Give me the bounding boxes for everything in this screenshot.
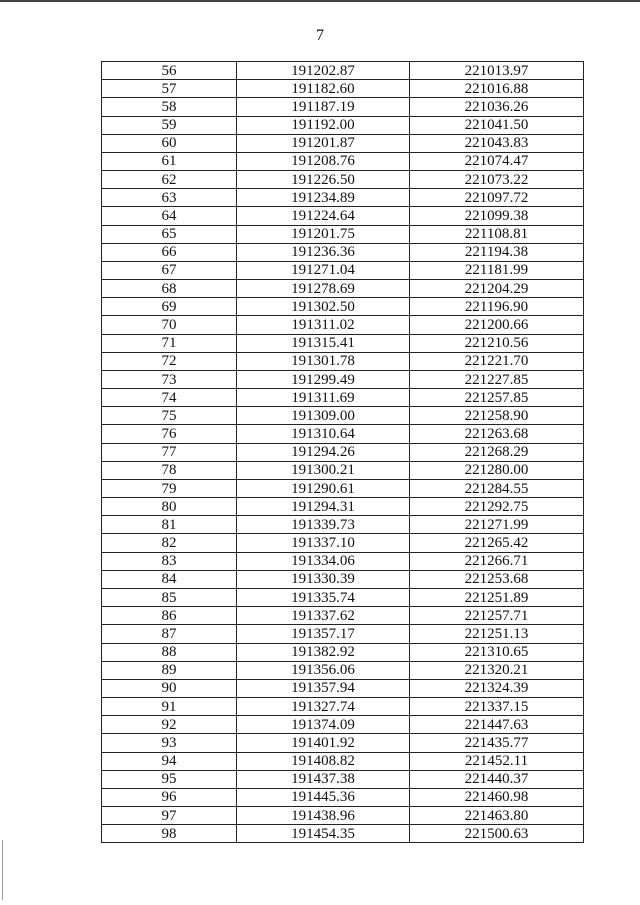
x-coordinate-cell: 191454.35 (237, 825, 410, 843)
table-row (102, 298, 584, 316)
x-coordinate-cell: 191236.36 (237, 243, 410, 261)
y-coordinate-cell: 221447.63 (410, 716, 584, 734)
x-coordinate-cell: 191438.96 (237, 807, 410, 825)
point-number-cell: 97 (102, 807, 237, 825)
point-number-cell: 92 (102, 716, 237, 734)
point-number-cell: 76 (102, 425, 237, 443)
x-coordinate-cell: 191310.64 (237, 425, 410, 443)
point-number-cell: 65 (102, 225, 237, 243)
table-row (102, 625, 584, 643)
point-number-cell: 93 (102, 734, 237, 752)
point-number-cell: 83 (102, 552, 237, 570)
x-coordinate-cell: 191334.06 (237, 552, 410, 570)
point-number-cell: 73 (102, 370, 237, 388)
y-coordinate-cell: 221320.21 (410, 661, 584, 679)
point-number-cell: 75 (102, 407, 237, 425)
table-row (102, 116, 584, 134)
table-row (102, 716, 584, 734)
y-coordinate-cell: 221108.81 (410, 225, 584, 243)
y-coordinate-cell: 221268.29 (410, 443, 584, 461)
point-number-cell: 66 (102, 243, 237, 261)
y-coordinate-cell: 221280.00 (410, 461, 584, 479)
table-row (102, 643, 584, 661)
table-row (102, 316, 584, 334)
x-coordinate-cell: 191182.60 (237, 80, 410, 98)
point-number-cell: 86 (102, 607, 237, 625)
point-number-cell: 61 (102, 152, 237, 170)
x-coordinate-cell: 191309.00 (237, 407, 410, 425)
table-row (102, 661, 584, 679)
y-coordinate-cell: 221210.56 (410, 334, 584, 352)
point-number-cell: 57 (102, 80, 237, 98)
point-number-cell: 81 (102, 516, 237, 534)
table-row (102, 679, 584, 697)
x-coordinate-cell: 191357.94 (237, 679, 410, 697)
x-coordinate-cell: 191300.21 (237, 461, 410, 479)
point-number-cell: 62 (102, 171, 237, 189)
x-coordinate-cell: 191315.41 (237, 334, 410, 352)
table-row (102, 280, 584, 298)
point-number-cell: 56 (102, 62, 237, 80)
y-coordinate-cell: 221460.98 (410, 788, 584, 806)
y-coordinate-cell: 221204.29 (410, 280, 584, 298)
point-number-cell: 98 (102, 825, 237, 843)
table-row (102, 243, 584, 261)
x-coordinate-cell: 191299.49 (237, 370, 410, 388)
x-coordinate-cell: 191226.50 (237, 171, 410, 189)
table-row (102, 770, 584, 788)
table-row (102, 752, 584, 770)
x-coordinate-cell: 191356.06 (237, 661, 410, 679)
table-row (102, 352, 584, 370)
point-number-cell: 70 (102, 316, 237, 334)
point-number-cell: 64 (102, 207, 237, 225)
y-coordinate-cell: 221073.22 (410, 171, 584, 189)
table-row (102, 389, 584, 407)
y-coordinate-cell: 221036.26 (410, 98, 584, 116)
point-number-cell: 80 (102, 498, 237, 516)
point-number-cell: 77 (102, 443, 237, 461)
point-number-cell: 67 (102, 261, 237, 279)
table-row (102, 152, 584, 170)
point-number-cell: 71 (102, 334, 237, 352)
table-row (102, 225, 584, 243)
x-coordinate-cell: 191271.04 (237, 261, 410, 279)
y-coordinate-cell: 221074.47 (410, 152, 584, 170)
x-coordinate-cell: 191294.31 (237, 498, 410, 516)
y-coordinate-cell: 221440.37 (410, 770, 584, 788)
y-coordinate-cell: 221310.65 (410, 643, 584, 661)
table-row (102, 443, 584, 461)
x-coordinate-cell: 191401.92 (237, 734, 410, 752)
x-coordinate-cell: 191290.61 (237, 479, 410, 497)
y-coordinate-cell: 221043.83 (410, 134, 584, 152)
x-coordinate-cell: 191445.36 (237, 788, 410, 806)
point-number-cell: 82 (102, 534, 237, 552)
x-coordinate-cell: 191201.75 (237, 225, 410, 243)
point-number-cell: 95 (102, 770, 237, 788)
point-number-cell: 60 (102, 134, 237, 152)
y-coordinate-cell: 221265.42 (410, 534, 584, 552)
y-coordinate-cell: 221041.50 (410, 116, 584, 134)
x-coordinate-cell: 191330.39 (237, 570, 410, 588)
coordinates-table (101, 61, 584, 843)
y-coordinate-cell: 221251.13 (410, 625, 584, 643)
y-coordinate-cell: 221200.66 (410, 316, 584, 334)
table-row (102, 98, 584, 116)
x-coordinate-cell: 191339.73 (237, 516, 410, 534)
y-coordinate-cell: 221284.55 (410, 479, 584, 497)
table-row (102, 207, 584, 225)
point-number-cell: 94 (102, 752, 237, 770)
x-coordinate-cell: 191302.50 (237, 298, 410, 316)
x-coordinate-cell: 191337.10 (237, 534, 410, 552)
x-coordinate-cell: 191301.78 (237, 352, 410, 370)
y-coordinate-cell: 221324.39 (410, 679, 584, 697)
top-border-line (0, 0, 640, 2)
x-coordinate-cell: 191311.02 (237, 316, 410, 334)
table-row (102, 516, 584, 534)
point-number-cell: 89 (102, 661, 237, 679)
y-coordinate-cell: 221016.88 (410, 80, 584, 98)
x-coordinate-cell: 191408.82 (237, 752, 410, 770)
x-coordinate-cell: 191208.76 (237, 152, 410, 170)
table-row (102, 461, 584, 479)
x-coordinate-cell: 191337.62 (237, 607, 410, 625)
point-number-cell: 69 (102, 298, 237, 316)
table-row (102, 171, 584, 189)
point-number-cell: 87 (102, 625, 237, 643)
page-number: 7 (316, 27, 324, 44)
table-row (102, 734, 584, 752)
table-row (102, 334, 584, 352)
table-row (102, 588, 584, 606)
x-coordinate-cell: 191311.69 (237, 389, 410, 407)
table-row (102, 80, 584, 98)
x-coordinate-cell: 191187.19 (237, 98, 410, 116)
table-row (102, 370, 584, 388)
x-coordinate-cell: 191234.89 (237, 189, 410, 207)
table-row (102, 498, 584, 516)
point-number-cell: 79 (102, 479, 237, 497)
table-row (102, 62, 584, 80)
table-row (102, 407, 584, 425)
y-coordinate-cell: 221435.77 (410, 734, 584, 752)
table-row (102, 189, 584, 207)
table-row (102, 552, 584, 570)
y-coordinate-cell: 221257.71 (410, 607, 584, 625)
y-coordinate-cell: 221013.97 (410, 62, 584, 80)
y-coordinate-cell: 221194.38 (410, 243, 584, 261)
y-coordinate-cell: 221221.70 (410, 352, 584, 370)
point-number-cell: 58 (102, 98, 237, 116)
table-row (102, 570, 584, 588)
coordinates-table-body (102, 62, 584, 843)
point-number-cell: 63 (102, 189, 237, 207)
y-coordinate-cell: 221257.85 (410, 389, 584, 407)
x-coordinate-cell: 191278.69 (237, 280, 410, 298)
table-row (102, 698, 584, 716)
x-coordinate-cell: 191192.00 (237, 116, 410, 134)
y-coordinate-cell: 221452.11 (410, 752, 584, 770)
x-coordinate-cell: 191374.09 (237, 716, 410, 734)
x-coordinate-cell: 191294.26 (237, 443, 410, 461)
x-coordinate-cell: 191335.74 (237, 588, 410, 606)
y-coordinate-cell: 221181.99 (410, 261, 584, 279)
y-coordinate-cell: 221227.85 (410, 370, 584, 388)
y-coordinate-cell: 221266.71 (410, 552, 584, 570)
y-coordinate-cell: 221337.15 (410, 698, 584, 716)
point-number-cell: 91 (102, 698, 237, 716)
table-row (102, 788, 584, 806)
point-number-cell: 84 (102, 570, 237, 588)
point-number-cell: 68 (102, 280, 237, 298)
y-coordinate-cell: 221251.89 (410, 588, 584, 606)
x-coordinate-cell: 191327.74 (237, 698, 410, 716)
y-coordinate-cell: 221099.38 (410, 207, 584, 225)
point-number-cell: 90 (102, 679, 237, 697)
point-number-cell: 72 (102, 352, 237, 370)
x-coordinate-cell: 191224.64 (237, 207, 410, 225)
table-row (102, 534, 584, 552)
point-number-cell: 78 (102, 461, 237, 479)
point-number-cell: 85 (102, 588, 237, 606)
point-number-cell: 59 (102, 116, 237, 134)
table-row (102, 607, 584, 625)
y-coordinate-cell: 221097.72 (410, 189, 584, 207)
point-number-cell: 88 (102, 643, 237, 661)
y-coordinate-cell: 221263.68 (410, 425, 584, 443)
x-coordinate-cell: 191382.92 (237, 643, 410, 661)
y-coordinate-cell: 221463.80 (410, 807, 584, 825)
point-number-cell: 96 (102, 788, 237, 806)
y-coordinate-cell: 221196.90 (410, 298, 584, 316)
table-row (102, 134, 584, 152)
x-coordinate-cell: 191437.38 (237, 770, 410, 788)
x-coordinate-cell: 191357.17 (237, 625, 410, 643)
table-row (102, 807, 584, 825)
y-coordinate-cell: 221253.68 (410, 570, 584, 588)
y-coordinate-cell: 221500.63 (410, 825, 584, 843)
table-row (102, 425, 584, 443)
y-coordinate-cell: 221271.99 (410, 516, 584, 534)
scan-edge-mark (2, 840, 3, 900)
x-coordinate-cell: 191201.87 (237, 134, 410, 152)
y-coordinate-cell: 221258.90 (410, 407, 584, 425)
table-row (102, 825, 584, 843)
table-row (102, 479, 584, 497)
table-row (102, 261, 584, 279)
x-coordinate-cell: 191202.87 (237, 62, 410, 80)
y-coordinate-cell: 221292.75 (410, 498, 584, 516)
point-number-cell: 74 (102, 389, 237, 407)
